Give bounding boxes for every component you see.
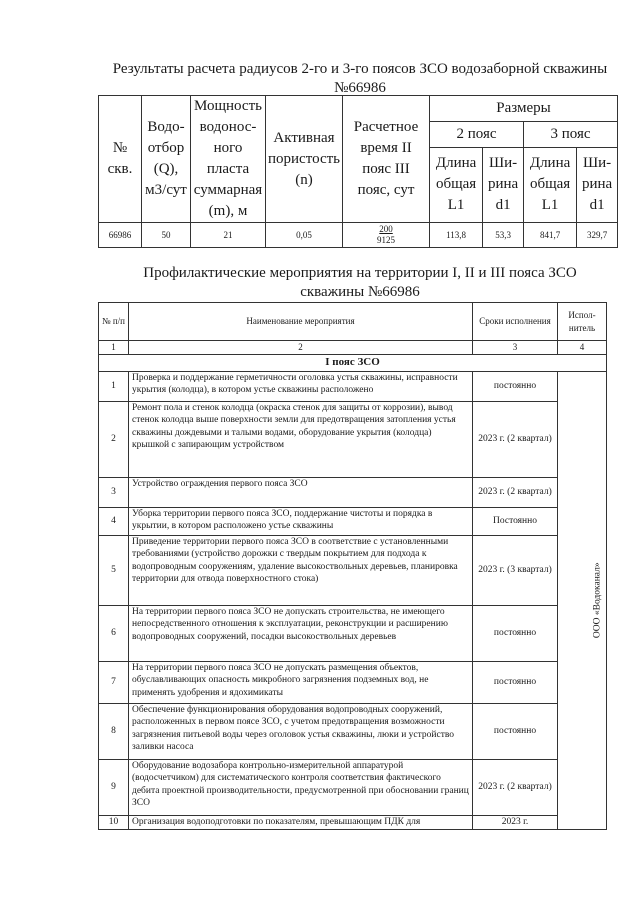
cell-width3: 329,7 xyxy=(577,223,618,248)
row-term: 2023 г. xyxy=(473,815,558,829)
row-measure: Приведение территории первого пояса ЗСО в соответствие с установленными требованиями (устройство дорожки с твердым покрытием для подхода к водопроводным сооружениям, удаление высокоствольных деревьев, планировка территории для отвода поверхностного стока) xyxy=(129,535,473,605)
col-width3: Ши-рина d1 xyxy=(577,147,618,222)
col-sizes: Размеры xyxy=(430,96,618,122)
index-1: 1 xyxy=(99,341,129,355)
col-length3: Длина общая L1 xyxy=(523,147,576,222)
table-row xyxy=(99,401,607,477)
cell-length2: 113,8 xyxy=(430,223,483,248)
col-well-number: № скв. xyxy=(99,96,142,223)
col-thickness: Мощность водонос-ного пласта суммарная (m), м xyxy=(191,96,266,223)
row-measure: Проверка и поддержание герметичности оголовка устья скважины, исправности укрытия (колодца), в котором устье скважины расположено xyxy=(129,371,473,401)
table-row xyxy=(99,535,607,605)
time-belt2: 200 xyxy=(379,224,393,234)
row-measure: Уборка территории первого пояса ЗСО, поддержание чистоты и порядка в укрытии, в котором расположено устье скважины xyxy=(129,507,473,535)
row-number: 3 xyxy=(99,477,129,507)
row-number: 6 xyxy=(99,605,129,661)
col-flow: Водо-отбор (Q), м3/сут xyxy=(142,96,191,223)
col-time: Расчетное время II пояс III пояс, сут xyxy=(343,96,430,223)
row-term: постоянно xyxy=(473,371,558,401)
table-row xyxy=(99,815,607,829)
table-row xyxy=(99,759,607,815)
row-number: 5 xyxy=(99,535,129,605)
cell-well-number: 66986 xyxy=(99,223,142,248)
table-row xyxy=(99,605,607,661)
row-term: постоянно xyxy=(473,661,558,703)
row-term: 2023 г. (3 квартал) xyxy=(473,535,558,605)
row-term: Постоянно xyxy=(473,507,558,535)
row-number: 1 xyxy=(99,371,129,401)
radius-results-table xyxy=(98,95,618,248)
executor-cell xyxy=(558,371,607,829)
row-measure: Ремонт пола и стенок колодца (окраска стенок для защиты от коррозии), вывод стенок колодца выше поверхности земли для предотвращения затопления устья скважины дождевыми и талыми водами, оборудование укрытия (колодца) крышкой с запирающим устройством xyxy=(129,401,473,477)
table-row xyxy=(99,477,607,507)
col-length2: Длина общая L1 xyxy=(430,147,483,222)
time-fraction xyxy=(377,224,395,246)
cell-time xyxy=(343,223,430,248)
col-item-number: № п/п xyxy=(99,303,129,341)
col-belt2: 2 пояс xyxy=(430,121,524,147)
row-number: 10 xyxy=(99,815,129,829)
row-measure: На территории первого пояса ЗСО не допускать размещения объектов, обуславливающих опасность микробного загрязнения подземных вод, не применять удобрения и ядохимикаты xyxy=(129,661,473,703)
col-term: Сроки исполнения xyxy=(473,303,558,341)
cell-flow: 50 xyxy=(142,223,191,248)
table-row xyxy=(99,371,607,401)
measures-title xyxy=(100,264,620,302)
row-measure: Организация водоподготовки по показателям, превышающим ПДК для xyxy=(129,815,473,829)
time-belt3: 9125 xyxy=(377,235,395,245)
col-belt3: 3 пояс xyxy=(523,121,617,147)
table-row xyxy=(99,661,607,703)
results-title-line1: Результаты расчета радиусов 2-го и 3-го поясов ЗСО водозаборной скважины xyxy=(112,61,608,77)
row-term: 2023 г. (2 квартал) xyxy=(473,477,558,507)
measures-table xyxy=(98,302,607,830)
row-number: 9 xyxy=(99,759,129,815)
index-3: 3 xyxy=(473,341,558,355)
row-term: 2023 г. (2 квартал) xyxy=(473,759,558,815)
row-term: постоянно xyxy=(473,703,558,759)
table-row xyxy=(99,703,607,759)
row-term: 2023 г. (2 квартал) xyxy=(473,401,558,477)
table-row xyxy=(99,507,607,535)
row-measure: Оборудование водозабора контрольно-измерительной аппаратурой (водосчетчиком) для систематического контроля соответствия фактического дебита проектной производительности, предусмотренной при обосновании границ ЗСО xyxy=(129,759,473,815)
executor-name: ООО «Водоканал» xyxy=(592,562,603,638)
measures-title-line1: Профилактические мероприятия на территории I, II и III пояса ЗСО xyxy=(143,265,577,281)
section-belt1: I пояс ЗСО xyxy=(99,354,607,371)
cell-width2: 53,3 xyxy=(483,223,524,248)
cell-porosity: 0,05 xyxy=(266,223,343,248)
cell-thickness: 21 xyxy=(191,223,266,248)
measures-title-line2: скважины №66986 xyxy=(300,284,420,300)
row-number: 7 xyxy=(99,661,129,703)
col-executor: Испол-нитель xyxy=(558,303,607,341)
row-measure: Устройство ограждения первого пояса ЗСО xyxy=(129,477,473,507)
col-porosity: Активная пористость (n) xyxy=(266,96,343,223)
row-term: постоянно xyxy=(473,605,558,661)
row-number: 2 xyxy=(99,401,129,477)
row-measure: Обеспечение функционирования оборудования водопроводных сооружений, расположенных в первом поясе ЗСО, с учетом предотвращения возможности загрязнения питьевой воды через оголовок устья скважины, люки и устройство заливки насоса xyxy=(129,703,473,759)
cell-length3: 841,7 xyxy=(523,223,576,248)
row-number: 8 xyxy=(99,703,129,759)
row-number: 4 xyxy=(99,507,129,535)
index-2: 2 xyxy=(129,341,473,355)
table-row xyxy=(99,223,618,248)
col-measure-name: Наименование мероприятия xyxy=(129,303,473,341)
col-width2: Ши-рина d1 xyxy=(483,147,524,222)
row-measure: На территории первого пояса ЗСО не допускать строительства, не имеющего непосредственного отношения к эксплуатации, реконструкции и расширению водопроводных сооружений, посадки высокоствольных деревьев xyxy=(129,605,473,661)
results-title xyxy=(100,60,620,98)
results-title-line2: №66986 xyxy=(334,80,386,96)
index-4: 4 xyxy=(558,341,607,355)
